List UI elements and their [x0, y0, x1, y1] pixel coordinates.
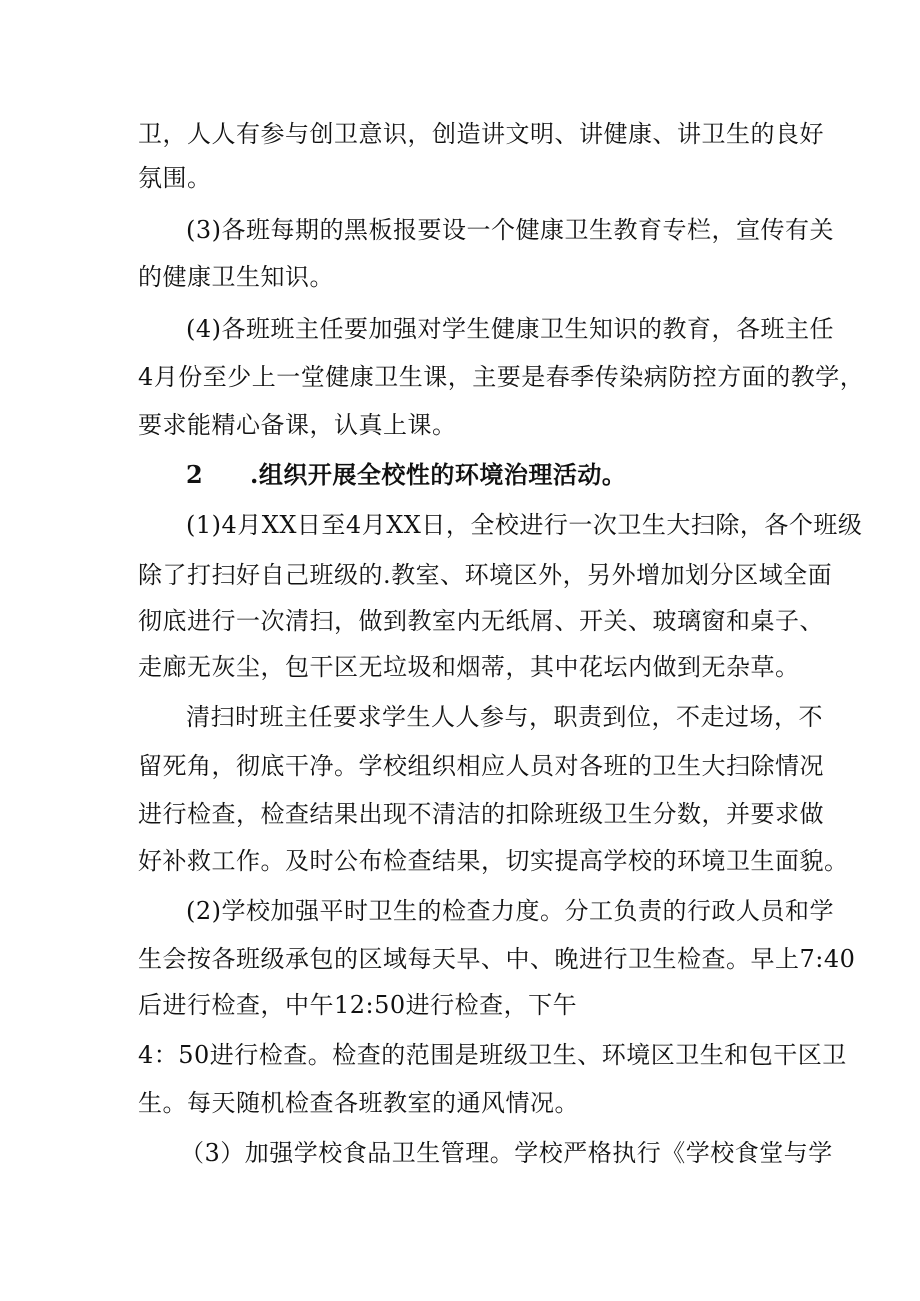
text-line-20: 后进行检查，中午12:50进行检查，下午 [138, 991, 578, 1019]
text-line-17: 好补救工作。及时公布检查结果，切实提高学校的环境卫生面貌。 [138, 847, 849, 875]
text-line-23: （3）加强学校食品卫生管理。学校严格执行《学校食堂与学 [180, 1139, 833, 1167]
text-line-3: (3)各班每期的黑板报要设一个健康卫生教育专栏，宣传有关 [186, 216, 834, 244]
text-line-13: 走廊无灰尘，包干区无垃圾和烟蒂，其中花坛内做到无杂草。 [138, 653, 800, 681]
section-heading: .组织开展全校性的环境治理活动。 [250, 460, 627, 489]
text-line-16: 进行检查，检查结果出现不清洁的扣除班级卫生分数，并要求做 [138, 800, 824, 828]
text-line-11: 除了打扫好自己班级的.教室、环境区外，另外增加划分区域全面 [138, 561, 833, 589]
text-line-19: 生会按各班级承包的区域每天早、中、晚进行卫生检查。早上7:40 [138, 945, 856, 973]
text-line-12: 彻底进行一次清扫，做到教室内无纸屑、开关、玻璃窗和桌子、 [138, 607, 824, 635]
text-line-21: 4：50进行检查。检查的范围是班级卫生、环境区卫生和包干区卫 [138, 1041, 847, 1069]
text-line-22: 生。每天随机检查各班教室的通风情况。 [138, 1089, 579, 1117]
text-line-7: 要求能精心备课，认真上课。 [138, 411, 457, 439]
text-line-18: (2)学校加强平时卫生的检查力度。分工负责的行政人员和学 [186, 897, 834, 925]
section-number: 2 [186, 460, 204, 489]
text-line-4: 的健康卫生知识。 [138, 263, 334, 291]
text-line-14: 清扫时班主任要求学生人人参与，职责到位，不走过场，不 [186, 703, 823, 731]
text-line-10: (1)4月XX日至4月XX日，全校进行一次卫生大扫除，各个班级 [186, 511, 863, 539]
text-line-2: 氛围。 [138, 164, 212, 192]
text-line-5: (4)各班班主任要加强对学生健康卫生知识的教育，各班主任 [186, 315, 834, 343]
text-line-1: 卫，人人有参与创卫意识，创造讲文明、讲健康、讲卫生的良好 [138, 120, 824, 148]
text-line-6: 4月份至少上一堂健康卫生课，主要是春季传染病防控方面的教学， [138, 363, 865, 391]
text-line-15: 留死角，彻底干净。学校组织相应人员对各班的卫生大扫除情况 [138, 752, 824, 780]
